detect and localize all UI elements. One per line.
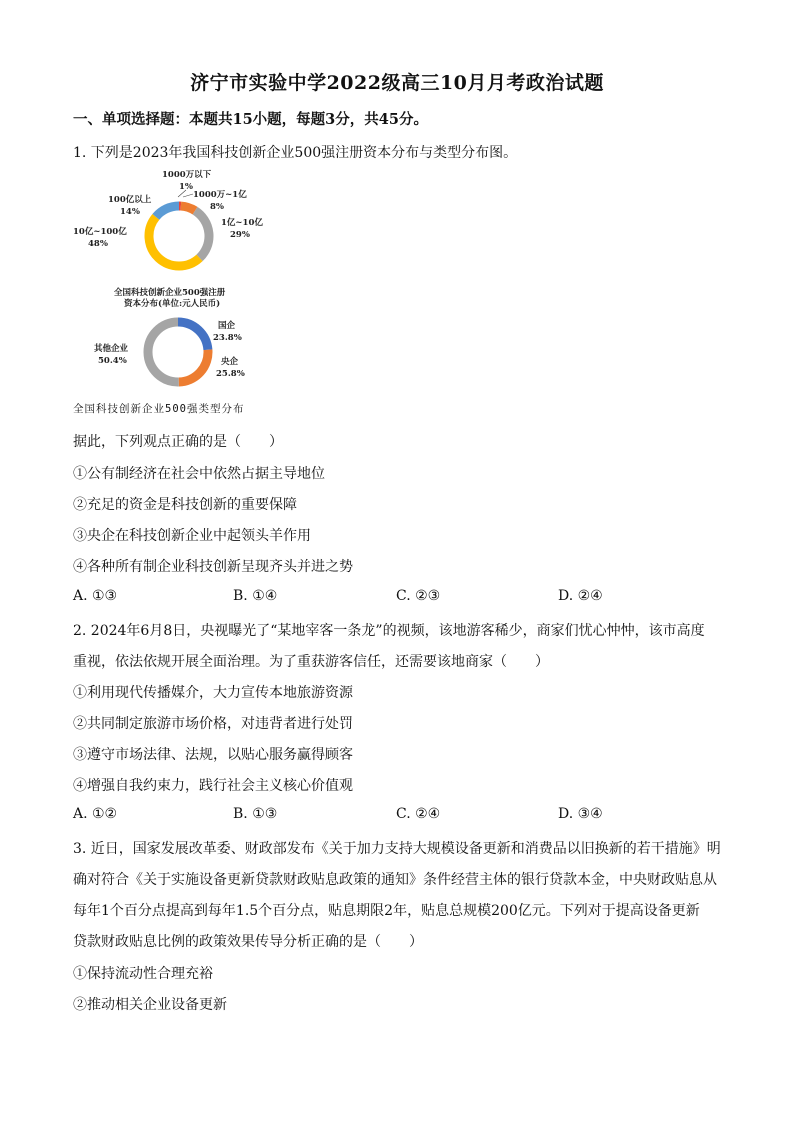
question-2-item: ②共同制定旅游市场价格，对违背者进行处罚: [73, 716, 353, 732]
legend-label-other: 其他企业: [94, 344, 129, 354]
data-label-10m-100m: 8%: [210, 202, 224, 212]
donut-slice-0: [178, 322, 208, 350]
section-heading: 一、单项选择题：本题共15小题，每题3分，共45分。: [73, 111, 428, 128]
legend-label-100m-1b: 1亿~10亿: [221, 218, 263, 228]
question-1-item: ②充足的资金是科技创新的重要保障: [73, 497, 297, 513]
page-title: 济宁市实验中学2022级高三10月月考政治试题: [190, 72, 604, 94]
legend-label-over-10b: 100亿以上: [108, 195, 152, 205]
question-3-item: ②推动相关企业设备更新: [73, 997, 227, 1013]
data-label-100m-1b: 29%: [230, 230, 250, 240]
legend-label-under-10m: 1000万以下: [162, 170, 212, 180]
data-label-other: 50.4%: [98, 356, 127, 366]
legend-label-central-soe: 央企: [221, 357, 239, 367]
question-1-option-a[interactable]: A. ①③: [73, 588, 118, 604]
question-3-stem-cont: 贷款财政贴息比例的政策效果传导分析正确的是（ ）: [73, 934, 423, 950]
question-3-stem-cont: 确对符合《关于实施设备更新贷款财政贴息政策的通知》条件经营主体的银行贷款本金，中央财政贴息从: [73, 872, 717, 888]
question-2-option-d[interactable]: D. ③④: [558, 806, 603, 822]
legend-label-1b-10b: 10亿~100亿: [73, 227, 127, 237]
donut-slice-2: [148, 322, 179, 382]
question-2-stem-cont: 重视，依法依规开展全面治理。为了重获游客信任，还需要该地商家（ ）: [73, 654, 549, 670]
data-label-central-soe: 25.8%: [216, 369, 245, 379]
question-2-item: ④增强自我约束力，践行社会主义核心价值观: [73, 778, 353, 794]
question-3-item: ①保持流动性合理充裕: [73, 966, 213, 982]
data-label-over-10b: 14%: [120, 207, 140, 217]
data-label-under-10m: 1%: [179, 182, 193, 192]
capital-distribution-donut-chart: [70, 168, 290, 280]
donut-slice-3: [149, 217, 200, 266]
question-2-option-a[interactable]: A. ①②: [73, 806, 118, 822]
question-1-item: ③央企在科技创新企业中起领头羊作用: [73, 528, 311, 544]
donut-slice-2: [195, 211, 209, 258]
chart-caption: 全国科技创新企业500强类型分布: [73, 403, 245, 415]
legend-label-10m-100m: 1000万~1亿: [193, 190, 247, 200]
question-2-option-c[interactable]: C. ②④: [396, 806, 441, 822]
question-1-prompt: 据此，下列观点正确的是（ ）: [73, 434, 283, 450]
chart-title-line1: 全国科技创新企业500强注册: [114, 288, 226, 298]
data-label-1b-10b: 48%: [88, 239, 108, 249]
donut-slice-1: [181, 206, 195, 211]
data-label-soe: 23.8%: [213, 333, 242, 343]
donut-slice-4: [156, 206, 179, 217]
question-2-item: ③遵守市场法律、法规，以贴心服务赢得顾客: [73, 747, 353, 763]
question-1-stem: 1. 下列是2023年我国科技创新企业500强注册资本分布与类型分布图。: [73, 145, 518, 161]
enterprise-type-donut-chart: [80, 284, 280, 396]
question-1-item: ④各种所有制企业科技创新呈现齐头并进之势: [73, 559, 353, 575]
question-1-option-b[interactable]: B. ①④: [233, 588, 278, 604]
chart-title-line2: 资本分布(单位:元人民币): [124, 299, 221, 309]
donut-slice-1: [179, 350, 208, 382]
question-2-option-b[interactable]: B. ①③: [233, 806, 278, 822]
question-2-item: ①利用现代传播媒介，大力宣传本地旅游资源: [73, 685, 353, 701]
question-1-item: ①公有制经济在社会中依然占据主导地位: [73, 466, 325, 482]
question-3-stem: 3. 近日，国家发展改革委、财政部发布《关于加力支持大规模设备更新和消费品以旧换新的若干措施》明: [73, 841, 721, 857]
question-2-stem: 2. 2024年6月8日，央视曝光了“某地宰客一条龙”的视频，该地游客稀少，商家们忧心忡忡，该市高度: [73, 623, 705, 639]
question-1-option-c[interactable]: C. ②③: [396, 588, 441, 604]
question-1-option-d[interactable]: D. ②④: [558, 588, 603, 604]
legend-label-soe: 国企: [218, 321, 236, 331]
question-3-stem-cont: 每年1个百分点提高到每年1.5个百分点，贴息期限2年，贴息总规模200亿元。下列对于提高设备更新: [73, 903, 700, 919]
